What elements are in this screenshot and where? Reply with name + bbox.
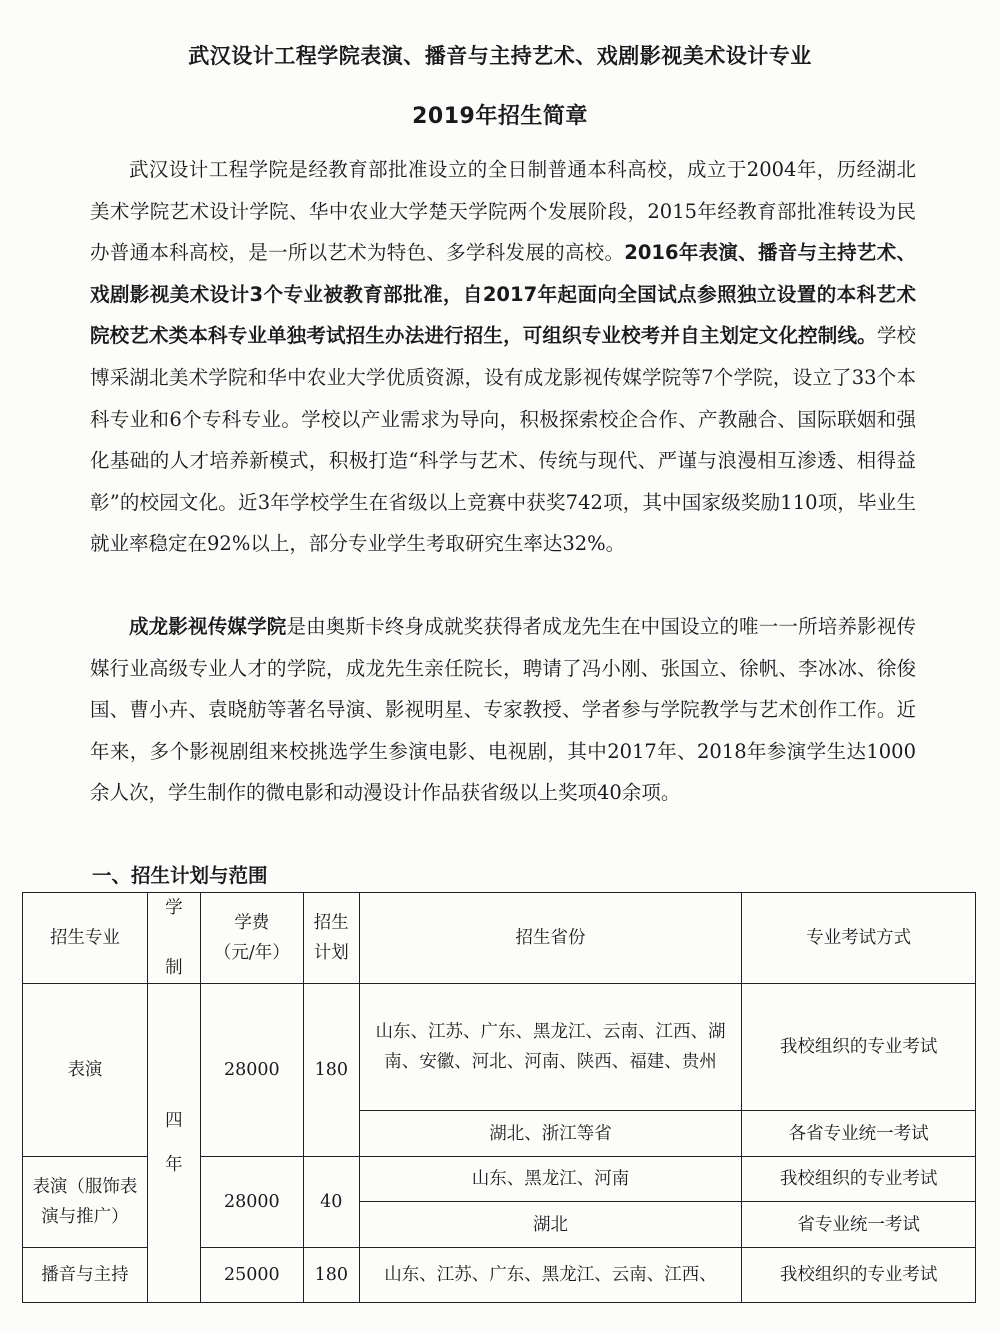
cell-provinces: 山东、江苏、广东、黑龙江、云南、江西、湖南、安徽、河北、河南、陕西、福建、贵州	[359, 984, 742, 1111]
cell-fee: 28000	[200, 1157, 303, 1248]
cell-provinces: 湖北	[359, 1202, 742, 1248]
table-header-row	[23, 893, 976, 984]
cell-exam: 我校组织的专业考试	[742, 1248, 976, 1303]
cell-plan: 180	[303, 984, 359, 1157]
cell-exam: 我校组织的专业考试	[742, 984, 976, 1111]
cell-provinces: 山东、江苏、广东、黑龙江、云南、江西、	[359, 1248, 742, 1303]
cell-provinces: 山东、黑龙江、河南	[359, 1157, 742, 1202]
intro-text-part2: 学校博采湖北美术学院和华中农业大学优质资源，设有成龙影视传媒学院等7个学院，设立了33个本科专业和6个专科专业。学校以产业需求为导向，积极探索校企合作、产教融合、国际联姻和强化基础的人才培养新模式，积极打造“科学与艺术、传统与现代、严谨与浪漫相互渗透、相得益彰”的校园文化。近3年学校学生在省级以上竞赛中获奖742项，其中国家级奖励110项，毕业生就业率稳定在92%以上，部分专业学生考取研究生率达32%。	[90, 324, 916, 556]
intro-paragraph	[90, 149, 916, 565]
header-plan: 招生 计划	[303, 893, 359, 984]
cell-duration: 四年	[147, 984, 200, 1303]
intro-text-bold: 2016年表演、播音与主持艺术、戏剧影视美术设计3个专业被教育部批准，自2017年起面向全国试点参照独立设置的本科艺术院校艺术类本科专业单独考试招生办法进行招生，可组织专业校考并自主划定文化控制线。	[90, 241, 916, 348]
cell-exam: 省专业统一考试	[742, 1202, 976, 1248]
cell-fee: 28000	[200, 984, 303, 1157]
cell-provinces: 湖北、浙江等省	[359, 1111, 742, 1157]
cell-exam: 各省专业统一考试	[742, 1111, 976, 1157]
document-subtitle: 2019年招生简章	[412, 104, 588, 129]
section-heading-enrollment-plan: 一、招生计划与范围	[92, 864, 268, 887]
cell-plan: 40	[303, 1157, 359, 1248]
enrollment-table	[22, 892, 976, 1303]
cell-exam: 我校组织的专业考试	[742, 1157, 976, 1202]
college-paragraph	[90, 606, 916, 814]
cell-major: 表演	[23, 984, 148, 1157]
header-provinces: 招生省份	[359, 893, 742, 984]
header-fee: 学费 （元/年）	[200, 893, 303, 984]
intro-text-part1: 武汉设计工程学院是经教育部批准设立的全日制普通本科高校，成立于2004年，历经湖北美术学院艺术设计学院、华中农业大学楚天学院两个发展阶段，2015年经教育部批准转设为民办普通本科高校，是一所以艺术为特色、多学科发展的高校。	[90, 158, 916, 265]
cell-plan: 180	[303, 1248, 359, 1303]
cell-major: 表演（服饰表演与推广）	[23, 1157, 148, 1248]
cell-fee: 25000	[200, 1248, 303, 1303]
cell-major: 播音与主持	[23, 1248, 148, 1303]
document-title: 武汉设计工程学院表演、播音与主持艺术、戏剧影视美术设计专业	[188, 44, 812, 68]
college-text: 是由奥斯卡终身成就奖获得者成龙先生在中国设立的唯一一所培养影视传媒行业高级专业人才的学院，成龙先生亲任院长，聘请了冯小刚、张国立、徐帆、李冰冰、徐俊国、曹小卉、袁晓舫等著名导演、影视明星、专家教授、学者参与学院教学与艺术创作工作。近年来，多个影视剧组来校挑选学生参演电影、电视剧，其中2017年、2018年参演学生达1000余人次，学生制作的微电影和动漫设计作品获省级以上奖项40余项。	[90, 615, 916, 805]
college-name: 成龙影视传媒学院	[129, 615, 287, 638]
header-exam: 专业考试方式	[742, 893, 976, 984]
table-row	[23, 984, 976, 1111]
header-duration: 学 制	[147, 893, 200, 984]
header-major: 招生专业	[23, 893, 148, 984]
